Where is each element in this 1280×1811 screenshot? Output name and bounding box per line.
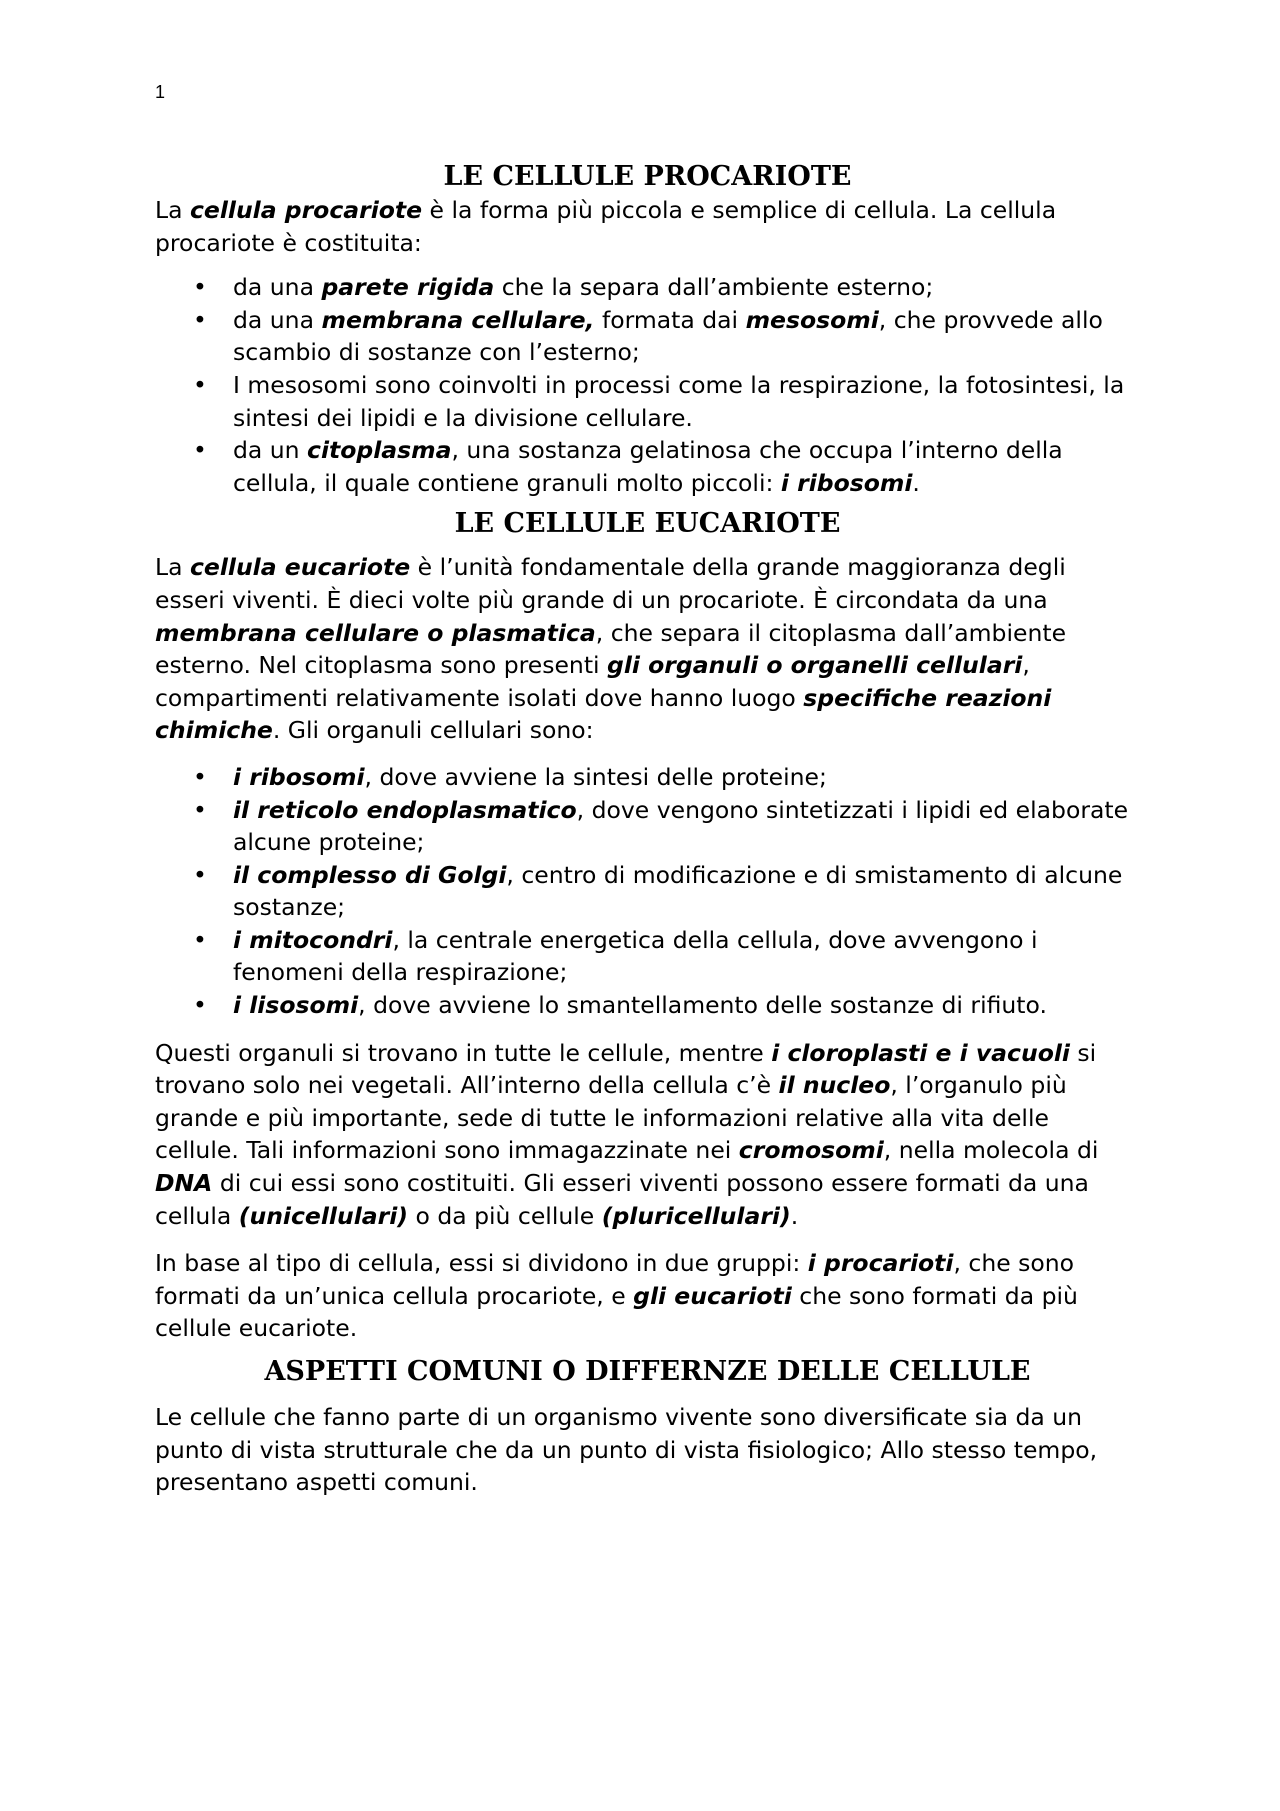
text-run: o da più cellule (408, 1201, 602, 1230)
term-reazioni-chimiche: specifiche reazioni chimiche (155, 683, 1052, 745)
term-lisosomi: i lisosomi (233, 991, 359, 1020)
document-body (155, 160, 1140, 1499)
text-run: La (155, 553, 190, 582)
term-dna: DNA (155, 1169, 213, 1198)
text-run: I mesosomi sono coinvolti in processi come la respirazione, la fotosintesi, la sintesi dei lipidi e la divisione cellulare. (233, 370, 1125, 432)
text-run: che la separa dall’ambiente esterno; (494, 273, 934, 302)
term-cellula-eucariote: cellula eucariote (189, 553, 411, 582)
text-run: , l’organulo più grande e più importante, sede di tutte le informazioni relative alla vita delle cellule. Tali informazioni sono immagazzinate nei (155, 1071, 1067, 1165)
term-eucarioti: gli eucarioti (633, 1281, 792, 1310)
aspetti-paragraph: Le cellule che fanno parte di un organismo vivente sono diversificate sia da un punto di vista strutturale che da un punto di vista fisiologico; Allo stesso tempo, presentano aspetti comuni. (155, 1403, 1098, 1497)
text-run: , compartimenti relativamente isolati dove hanno luogo (155, 651, 1030, 712)
list-item (155, 989, 1140, 1022)
list-item (155, 271, 1140, 304)
term-procarioti: i procarioti (807, 1249, 954, 1278)
term-cloroplasti-vacuoli: i cloroplasti e i vacuoli (771, 1038, 1070, 1067)
section-title-aspetti: ASPETTI COMUNI O DIFFERNZE DELLE CELLULE (264, 1356, 1031, 1387)
list-item (155, 859, 1140, 924)
term-complesso-golgi: il complesso di Golgi (233, 860, 507, 889)
term-pluricellulari: (pluricellulari) (601, 1201, 791, 1230)
text-run: da un (233, 436, 308, 465)
section-title-procariote: LE CELLULE PROCARIOTE (443, 161, 852, 192)
term-parete-rigida: parete rigida (321, 273, 495, 302)
term-nucleo: il nucleo (778, 1071, 891, 1100)
term-reticolo-endoplasmatico: il reticolo endoplasmatico (233, 795, 577, 824)
text-run: , dove avviene la sintesi delle proteine; (364, 762, 827, 791)
text-run: La (155, 196, 190, 224)
procariote-intro-paragraph (155, 194, 1140, 259)
term-mesosomi: mesosomi (745, 305, 879, 334)
list-item (155, 794, 1140, 859)
term-unicellulari: (unicellulari) (238, 1201, 408, 1230)
text-run: si trovano solo nei vegetali. All’interno della cellula c’è (155, 1038, 1097, 1100)
text-run: da una (233, 273, 322, 302)
gruppi-paragraph (155, 1247, 1140, 1345)
text-run: , che provvede allo scambio di sostanze con l’esterno; (233, 305, 1103, 367)
term-cromosomi: cromosomi (738, 1136, 884, 1165)
section-title-eucariote: LE CELLULE EUCARIOTE (454, 508, 841, 540)
term-cellula-procariote: cellula procariote (189, 196, 423, 224)
eucariote-intro-paragraph (155, 551, 1140, 747)
text-run: da una (233, 305, 322, 334)
text-run: Questi organuli si trovano in tutte le cellule, mentre (155, 1038, 772, 1067)
text-run: formata dai (594, 305, 746, 334)
term-mitocondri: i mitocondri (233, 925, 393, 954)
text-run: è l’unità fondamentale della grande maggioranza degli esseri viventi. È dieci volte più grande di un procariote. È circondata da una (155, 553, 1066, 614)
list-item (155, 924, 1140, 989)
text-run: . (912, 468, 920, 497)
organuli-details-paragraph (155, 1037, 1140, 1233)
text-run: , nella molecola di (883, 1136, 1099, 1165)
text-run: , una sostanza gelatinosa che occupa l’interno della cellula, il quale contiene granuli molto piccoli: (233, 436, 1063, 497)
text-run: , che separa il citoplasma dall’ambiente esterno. Nel citoplasma sono presenti (155, 618, 1067, 680)
text-run: , dove avviene lo smantellamento delle sostanze di rifiuto. (358, 991, 1047, 1020)
text-run: . Gli organuli cellulari sono: (272, 716, 594, 745)
text-run: di cui essi sono costituiti. Gli esseri viventi possono essere formati da una cellula (155, 1169, 1089, 1230)
text-run: , centro di modificazione e di smistamento di alcune sostanze; (233, 860, 1123, 922)
page-number: 1 (155, 82, 166, 102)
list-item (155, 304, 1140, 369)
text-run: , la centrale energetica della cellula, dove avvengono i fenomeni della respirazione; (233, 925, 1038, 987)
text-run: , che sono formati da un’unica cellula procariote, e (155, 1249, 1075, 1310)
list-item (155, 434, 1140, 499)
list-item (155, 369, 1140, 434)
term-ribosomi: i ribosomi (780, 468, 913, 497)
term-citoplasma: citoplasma (307, 436, 452, 465)
term-ribosomi: i ribosomi (233, 762, 365, 791)
term-membrana-plasmatica: membrana cellulare o plasmatica (155, 618, 596, 647)
list-item (155, 761, 1140, 794)
organuli-list (155, 761, 1140, 1022)
text-run: che sono formati da più cellule eucariote. (155, 1281, 1078, 1343)
term-organuli: gli organuli o organelli cellulari (607, 651, 1023, 680)
text-run: . (790, 1201, 799, 1230)
text-run: , dove vengono sintetizzati i lipidi ed elaborate alcune proteine; (233, 795, 1129, 857)
procariote-components-list (155, 271, 1140, 499)
text-run: In base al tipo di cellula, essi si dividono in due gruppi: (155, 1249, 808, 1278)
term-membrana-cellulare: membrana cellulare, (321, 305, 595, 334)
text-run: è la forma più piccola e semplice di cellula. La cellula procariote è costituita: (155, 196, 1057, 257)
